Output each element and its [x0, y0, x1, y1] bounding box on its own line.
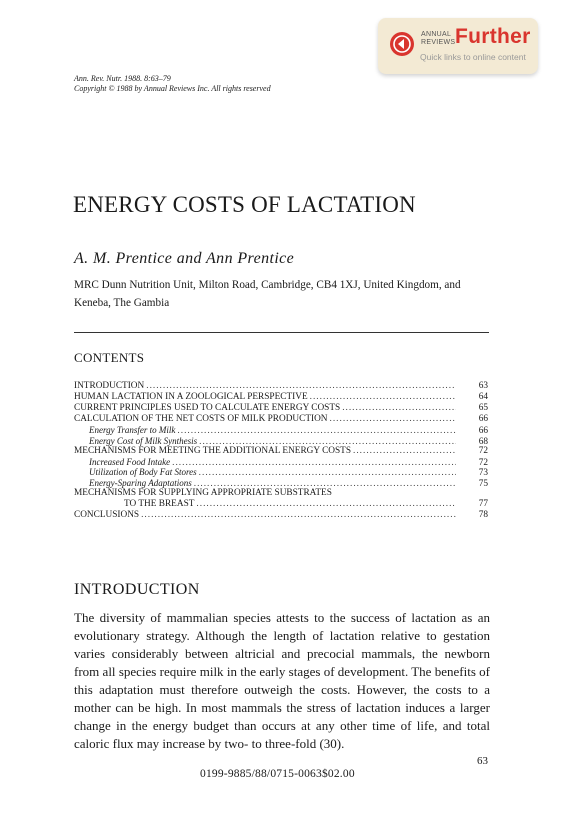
contents-heading: CONTENTS — [74, 350, 145, 365]
article-title: ENERGY COSTS OF LACTATION — [73, 192, 416, 217]
arrow-icon — [390, 32, 414, 56]
citation-line-1: Ann. Rev. Nutr. 1988. 8:63–79 — [74, 74, 171, 83]
toc-entry-conclusions[interactable]: CONCLUSIONS ..... 78 — [74, 510, 488, 521]
toc-entry-mechanisms-energy[interactable]: MECHANISMS FOR MEETING THE ADDITIONAL ENERGY COSTS ..... 72 — [74, 446, 488, 457]
toc-entry-energy-sparing[interactable]: Energy-Sparing Adaptations ..... 75 — [74, 478, 488, 489]
badge-further-label: Further — [455, 25, 531, 48]
toc-entry-introduction[interactable]: INTRODUCTION ..... 63 — [74, 381, 488, 392]
citation-line-2: Copyright © 1988 by Annual Reviews Inc. All rights reserved — [74, 84, 271, 93]
affiliation: MRC Dunn Nutrition Unit, Milton Road, Cambridge, CB4 1XJ, United Kingdom, and Keneba, The Gambia — [74, 279, 461, 309]
toc-entry-energy-transfer[interactable]: Energy Transfer to Milk ..... 66 — [74, 425, 488, 436]
toc-entry-current-principles[interactable]: CURRENT PRINCIPLES USED TO CALCULATE ENERGY COSTS ..... 65 — [74, 403, 488, 414]
toc-entry-substrates-continued[interactable]: TO THE BREAST ..... 77 — [74, 499, 488, 510]
toc-entry-substrates[interactable]: MECHANISMS FOR SUPPLYING APPROPRIATE SUBSTRATES — [74, 488, 332, 499]
authors: A. M. Prentice and Ann Prentice — [74, 250, 295, 267]
badge-quick-links-label: Quick links to online content — [420, 52, 526, 62]
badge-annual-reviews-label: ANNUAL REVIEWS — [421, 31, 456, 46]
issn-code: 0199-9885/88/0715-0063$02.00 — [200, 768, 355, 780]
toc-entry-body-fat[interactable]: Utilization of Body Fat Stores ..... 73 — [74, 467, 488, 478]
toc-entry-zoological-perspective[interactable]: HUMAN LACTATION IN A ZOOLOGICAL PERSPECTIVE ..... 64 — [74, 392, 488, 403]
divider — [74, 332, 489, 333]
annual-reviews-further-badge[interactable] — [378, 18, 538, 74]
section-heading-introduction: INTRODUCTION — [74, 581, 200, 598]
introduction-paragraph: The diversity of mammalian species attests to the success of lactation as an evolutionary strategy. Although the length of lactation relative to gestation varies considerably between altricial and precocial mammals, the newborn from all species require milk in the early stages of development. The benefits of this adaptation must therefore outweigh the costs. However, the costs to a mother can be high. In most mammals the stress of lactation induces a larger change in the energy budget than occurs at any other time of life, and total caloric flux may increase by two- to three-fold (30). — [74, 610, 490, 751]
toc-entry-milk-synthesis[interactable]: Energy Cost of Milk Synthesis ..... 68 — [74, 436, 488, 447]
page-number: 63 — [477, 755, 488, 767]
table-of-contents — [74, 381, 488, 521]
toc-entry-food-intake[interactable]: Increased Food Intake ..... 72 — [74, 457, 488, 468]
toc-entry-net-costs[interactable]: CALCULATION OF THE NET COSTS OF MILK PRODUCTION ..... 66 — [74, 414, 488, 425]
